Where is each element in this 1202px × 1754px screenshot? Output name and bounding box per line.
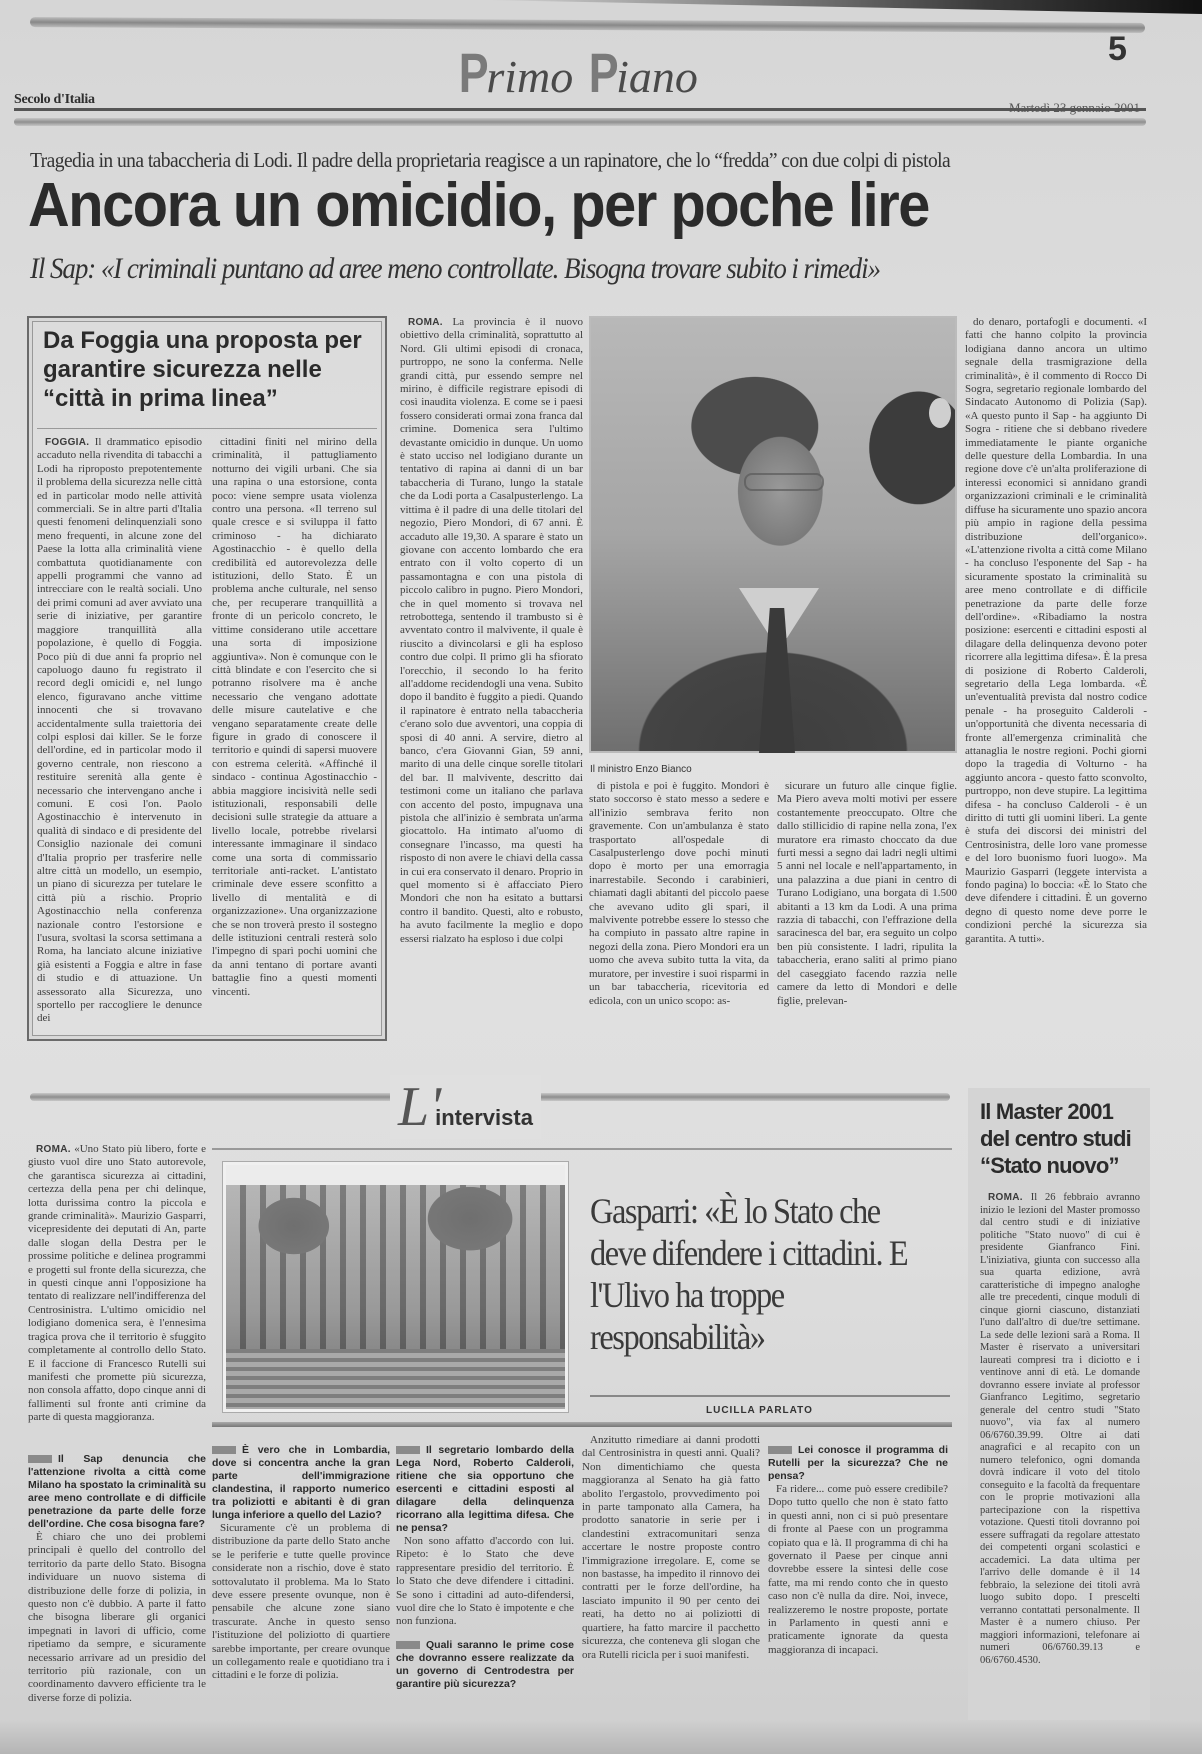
answer: Fa ridere... come può essere credibile? Dopo tutto quello che non è stato fatto in questi anni, non ci si può presentare di fronte al Paese con un programma copiato qua e là. Il programma di chi ha governato il Paese per cinque anni dovrebbe essere la sintesi delle cose fatte, ma mi rendo conto che in questo caso non c'è nulla da dire. Noi, invece, realizzeremo le nostre proposte, portate in Parlamento in questi anni e praticamente ignorate da questa maggioranza di incapaci. bbox=[768, 1483, 948, 1656]
master-sidebar bbox=[968, 1088, 1150, 1728]
photo-caption: Il ministro Enzo Bianco bbox=[590, 764, 692, 775]
question: È vero che in Lombardia, dove si concentra anche la gran parte dell'immigrazione clandestina, il rapporto numerico tra poliziotti e abitanti è di gran lunga inferiore a quello del Lazio? bbox=[212, 1444, 390, 1521]
question-marker bbox=[768, 1446, 792, 1454]
foggia-column-2 bbox=[212, 436, 377, 1034]
master-body bbox=[980, 1192, 1140, 1712]
foggia-columns bbox=[37, 436, 377, 1034]
interview-column-2 bbox=[212, 1434, 390, 1718]
foggia-title: Da Foggia una proposta per garantire sicurezza nelle “città in prima linea” bbox=[43, 327, 362, 412]
master-title: Il Master 2001 del centro studi “Stato nuovo” bbox=[980, 1099, 1131, 1178]
question-marker bbox=[396, 1446, 420, 1454]
question: Il Sap denuncia che l'attenzione rivolta a città come Milano ha spostato la criminalità su aree meno controllate e di difficile penetrazione da parte delle forze dell'ordine. Che cosa bisogna fare? bbox=[28, 1453, 206, 1530]
article-text: Il 26 febbraio avranno inizio le lezioni del Master promosso dal centro studi e di iniziative politiche "Stato nuovo" di cui è presidente Gianfranco Fini. L'iniziativa, giunta con successo alla sua quarta edizione, avrà caratteristiche di impegno analoghe alle tre precedenti, cinque moduli di cinque giorni ciascuno, distanziati l'uno dall'altro di due/tre settimane. La sede delle lezioni sarà a Roma. Il Master è riservato a universitari laureati compresi tra i diciotto e i ventinove anni di età. Le domande dovranno essere inviate al professor Gianfranco Legitimo, segretario generale del centro studi "Stato nuovo", via fax al numero 06/6760.39.99. Oltre ai dati anagrafici e al recapito con un numero telefonico, ogni domanda dovrà indicare il voto del titolo conseguito e la facoltà da frequentare con le proprie motivazioni alla partecipazione con la rispettiva votazione. Questi titoli dovranno poi essere suffragati da regolare attestato dei competenti organi scolastici e accademici. La data ultima per l'arrivo delle domande è il 14 febbraio, la selezione dei titoli avrà luogo subito dopo. I prescelti verranno contattati personalmente. Il Master è a numero chiuso. Per maggiori informazioni, telefonare ai numeri 06/6760.39.13 e 06/6760.4530. bbox=[980, 1192, 1140, 1666]
lead-subhead: Il Sap: «I criminali puntano ad aree meno controllate. Bisogna trovare subito i rimedi» bbox=[30, 252, 880, 285]
photo-police-badge bbox=[929, 398, 951, 428]
dateline: ROMA. bbox=[988, 1192, 1023, 1203]
question: Quali saranno le prime cose che dovranno essere realizzate da un governo di Centrodestra per garantire più sicurezza? bbox=[396, 1638, 574, 1690]
foggia-sidebar bbox=[27, 316, 387, 1041]
article-text: Il drammatico episodio accaduto nella rivendita di tabacchi a Lodi ha riproposto prepotentemente il problema della sicurezza nelle città ed in particolar modo nelle attività commerciali. Se in altre parti d'Italia questi fenomeni delinquenziali sono meno frequenti, in alcune zone del Paese la lotta alla criminalità viene combattuta quotidianamente con appelli programmi che vanno ad intrecciare con le realtà sociali. Uno dei primi comuni ad aver avviato una serie di iniziative, per garantire maggiore tranquillità alla popolazione, è quello di Foggia. Poco più di due anni fa proprio nel capoluogo dauno fu registrato il record degli omicidi e, nel lungo elenco, figuravano anche vittime innocenti che si trovavano accidentalmente sulla traiettoria dei colpi esplosi dai killer. Se le forze dell'ordine, ed in particolar modo il governo centrale, non riescono a restituire serenità alla gente è necessario che intervengano anche i comuni. E così l'on. Paolo Agostinacchio è intervenuto in qualità di sindaco e di presidente del Consiglio nazionale dei comuni d'Italia proprio per trasferire nelle altre città un modello, un esempio, un piano di sicurezza per tutelare le città più a rischio. Proprio Agostinacchio nella conferenza nazionale contro l'estorsione e l'usura, svoltasi la scorsa settimana a Roma, ha lanciato alcune iniziative già esistenti a Foggia e altre in fase di studio e di attuazione. Un assessorato alla Sicurezza, uno sportello per raccogliere le denunce dei bbox=[37, 436, 202, 1025]
photo-glasses bbox=[744, 473, 824, 491]
question-marker bbox=[28, 1455, 52, 1463]
section-title: Primo Piano bbox=[458, 41, 698, 104]
dateline: FOGGIA. bbox=[45, 437, 90, 448]
interview-section-title: L'intervista bbox=[390, 1075, 541, 1139]
answer: Sicuramente c'è un problema di distribuzione da parte dello Stato anche se le periferie e tutte quelle province considerate non a rischio, dove è stato sottovalutato il problema. Ma lo Stato deve essere presente ovunque, non è pensabile che alcune zone siano trascurate. Anche in questo senso l'istituzione del poliziotto di quartiere sarebbe importante, per creare ovunque un collegamento reale e quotidiano tra i cittadini e le forze di polizia. bbox=[212, 1522, 390, 1682]
scan-bottom-shadow bbox=[0, 1720, 1202, 1754]
article-text: cittadini finiti nel mirino della criminalità, il pattugliamento notturno dei vigili urbani. Che sia una rapina o una estorsione, conta poco: viene sempre usata violenza contro una persona. «Il terreno sul quale cresce e si sviluppa il fatto criminoso - ha dichiarato Agostinacchio - è quello della credibilità ed autorevolezza delle istituzioni, dello Stato. È un problema anche culturale, nel senso che, per recuperare tranquillità a fronte di un pericolo concreto, le vittime considerano utile accettare una sorta di imposizione aggiuntiva». Non è comunque con le città blindate e con l'esercito che si potranno risolvere ma è anche necessario che vengano adottate delle misure cautelative e che vengano separatamente create delle figure in grado di conoscere il territorio e quindi di sapersi muovere con estrema celerità. «Affinché il sindaco - continua Agostinacchio - abbia maggiore incisività nelle sedi istituzionali, responsabili delle decisioni sulle strategie da attuare a livello locale, potrebbe rivelarsi interessante immaginare il sindaco come una sorta di commissario territoriale anti-racket. L'antistato criminale deve essere sconfitto a livello di mentalità e di organizzazione». Una organizzazione che se non troverà presto il sostegno delle istituzioni centrali resterà solo l'impegno di sparì pochi uomini che da anni tentano di portare avanti battaglie fino a questi momenti vincenti. bbox=[212, 436, 377, 998]
lead-column-3 bbox=[589, 780, 769, 1044]
question-marker bbox=[396, 1641, 420, 1649]
answer: È chiaro che uno dei problemi principali è quello del controllo del territorio da parte dello Stato. Bisogna individuare un nuovo sistema di distribuzione delle forze di polizia, in questo non c'è dubbio. A parte il fatto che bisogna liberare gli organici impegnati in lavori di ufficio, come ripetiamo da sempre, e sicuramente necessario arrivare ad un presidio del territorio più razionale, con un coordinamento davvero efficiente tra le diverse forze di polizia. bbox=[28, 1531, 206, 1704]
lead-headline: Ancora un omicidio, per poche lire bbox=[28, 171, 929, 240]
page-number: 5 bbox=[1108, 30, 1127, 68]
answer: Anzitutto rimediare ai danni prodotti dal Centrosinistra in questi anni. Quali? Non dimentichiamo che questa maggioranza al Senato ha già fatto abolito l'ergastolo, provvedimento poi in parte tamponato alla Camera, ha prodotto sanatorie in serie per i clandestini extracomunitari senza accertare le nostre proposte contro l'immigrazione irregolare. E, come se non bastasse, ha impedito il rinnovo dei contratti per le forze dell'ordine, ha lasciato impunito il 90 per cento dei reati, ha detto no ai poliziotti di quartiere, ha fatto marcire il pacchetto sicurezza, che conteneva gli slogan che ora Rutelli ricicla per i suoi manifesti. bbox=[582, 1434, 760, 1661]
lead-kicker: Tragedia in una tabaccheria di Lodi. Il padre della proprietaria reagisce a un rapinatore, che lo “fredda” con due colpi di pistola bbox=[30, 148, 951, 172]
question: Lei conosce il programma di Rutelli per la sicurezza? Che ne pensa? bbox=[768, 1444, 948, 1482]
byline: LUCILLA PARLATO bbox=[706, 1405, 813, 1416]
masthead-rule-top bbox=[30, 17, 1145, 33]
article-text: do denaro, portafogli e documenti. «I fatti che hanno colpito la provincia lodigiana danno ancora un ultimo segnale della trasmigrazione della criminalità», è il commento di Rocco Di Sogra, segretario regionale lombardo del Sindacato Autonomo di Polizia (Sap). «A questo punto il Sap - ha aggiunto Di Sogra - ritiene che si debbano rivedere immediatamente le piante organiche delle questure della Lombardia. In una regione dove c'è un'alta proliferazione di interessi economici si annidano grandi organizzazioni criminali e le criminalità diffuse ha sicuramente uno spazio ancora più ampio in ragione della pessima distribuzione dell'organico». «L'attenzione rivolta a città come Milano - ha concluso l'esponente del Sap - ha sicuramente spostato la criminalità su aree meno controllate e di difficile penetrazione da parte delle forze dell'ordine». «Ribadiamo la nostra posizione: esercenti e cittadini esposti al dilagare della delinquenza devono poter ricorrere alla legittima difesa». È la presa di posizione di Roberto Calderoli, segretario della Lega lombarda. «È un'eventualità prevista dal nostro codice penale - ha proseguito Calderoli - un'opportunità che diventa necessaria di fronte all'emergenza criminalità che attanaglia le nostre regioni. Pochi giorni dopo la tragedia di Volturno - ha aggiunto ancora - questo fatto sconvolto, purtroppo, non deve stupire. La legittima difesa - ha concluso Calderoli - è un diritto di tutti gli uomini liberi. La gente è stufa dei discorsi dei ministri del Centrosinistra, delle loro vane promesse e del loro buonismo fuori luogo». Ma Maurizio Gasparri (leggete intervista a fondo pagina) lo boccia: «È lo Stato che deve difendere i cittadini. È un governo degno di questo nome deve porre le condizioni perché la sicurezza sia garantita. A tutti». bbox=[965, 316, 1147, 945]
interview-column-3 bbox=[396, 1434, 574, 1718]
issue-date: Martedì 23 gennaio 2001 bbox=[1008, 100, 1140, 115]
question-marker bbox=[212, 1446, 236, 1454]
article-text: La provincia è il nuovo obiettivo della criminalità, soprattutto al Nord. Gli ultimi episodi di cronaca, purtroppo, ne sono la conferma. Nelle grandi città, pur essendo sempre nel mirino, è difficile registrare episodi di così inaudita violenza. E come se i paesi fossero considerati ormai zona franca dal crimine. Domenica sera l'ultimo devastante omicidio in dunque. Un uomo è stato ucciso nel lodigiano durante un tentativo di rapina ai danni di un bar tabaccheria di Turano, lungo la statale che da Lodi porta a Casalpusterlengo. La vittima è il padre di una delle titolari del negozio, Piero Mondori, di 67 anni. È accaduto alle 19,30. A sparare è stato un giovane con accento lombardo che era entrato con il volto coperto di un passamontagna e con una pistola di piccolo calibro in pugno. Piero Mondori, che in quel momento si trovava nel retrobottega, sentendo il trambusto si è avventato contro il malvivente, il quale è riuscito a divincolarsi e gli ha esploso contro due colpi. Il primo gli ha sfiorato l'orecchio, il secondo lo ha ferito all'addome recidendogli una vena. Subito dopo il bandito è fuggito a piedi. Quando il rapinatore è entrato nella tabaccheria c'erano solo due avventori, una coppia di sposi di 40 anni. A servire, dietro al banco, c'era Giovanni Gian, 59 anni, marito di una delle cinque sorelle titolari del bar. Il malvivente, descritto dai testimoni come un italiano che parlava con accento del posto, impugnava una pistola che all'inizio è sembrata un'arma giocattolo. Ha intimato al'uomo di consegnare l'incasso, ma questi ha risposto di non avere le chiavi della cassa in cui era conservato il denaro. Proprio in quel momento si è affacciato Piero Mondori che non ha esitato a buttarsi contro il bandito. Questi, alto e robusto, ha avuto facilmente la meglio e dopo essersi rialzato ha esploso i due colpi bbox=[400, 316, 583, 945]
masthead-rule bbox=[14, 108, 1146, 111]
article-text: di pistola e poi è fuggito. Mondori è stato soccorso è stato messo a sedere e all'inizio sembrava ferito non gravemente. Con un'ambulanza è stato trasportato all'ospedale di Casalpusterlengo dove pochi minuti dopo è morto per una emorragia inarrestabile. Secondo i carabinieri, chiamati dagli abitanti del piccolo paese che avevano udito gli spari, il malvivente potrebbe essere lo stesso che ha compiuto in passato altre rapine in negozi della zona. Piero Mondori era un uomo che aveva subito tutta la vita, da muratore, per investire i suoi risparmi in un bar tabaccheria, ricevitoria ed edicola, con un unico scopo: as- bbox=[589, 780, 769, 1007]
article-text: sicurare un futuro alle cinque figlie. Ma Piero aveva molti motivi per essere costantemente preoccupato. Oltre che dallo stillicidio di rapine nella zona, l'ex muratore era rimasto choccato da due furti messi a segno dai ladri negli ultimi 5 anni nel locale e nell'appartamento, in una palazzina a due piani in centro di Turano Lodigiano, una borgata di 1.500 abitanti a 13 km da Lodi. A una prima razzia di tabacchi, con l'effrazione della saracinesca del bar, era seguito un colpo ben più consistente. I ladri, ripulita la tabaccheria, erano saliti al primo piano del caseggiato facendo razzia nelle camere da letto di Mondori e delle figlie, prelevan- bbox=[777, 780, 957, 1007]
lead-column-4 bbox=[777, 780, 957, 1044]
lead-column-5 bbox=[965, 316, 1147, 1044]
question: Il segretario lombardo della Lega Nord, Roberto Calderoli, ritiene che sia opportuno che esercenti e cittadini esposti al dilagare della delinquenza ricorrano alla legittima difesa. Che ne pensa? bbox=[396, 1444, 574, 1534]
interview-intro bbox=[28, 1143, 206, 1433]
dateline: ROMA. bbox=[408, 317, 443, 328]
divider bbox=[37, 428, 377, 429]
interview-column-4 bbox=[582, 1434, 760, 1718]
answer: Non sono affatto d'accordo con lui. Ripeto: è lo Stato che deve rappresentare presidio del territorio. È lo Stato che deve difendere i cittadini. Se sono i cittadini ad auto-difendersi, vuol dire che lo Stato è impotente e che non funziona. bbox=[396, 1535, 574, 1628]
interview-rule-bottom bbox=[212, 1422, 952, 1427]
interview-headline: Gasparri: «È lo Stato che deve difendere i cittadini. E l'Ulivo ha troppe responsabilità» bbox=[590, 1191, 908, 1357]
interview-column-5 bbox=[768, 1434, 948, 1718]
photo-enzo-bianco bbox=[589, 316, 957, 753]
interview-column-1 bbox=[28, 1443, 206, 1718]
article-text: «Uno Stato più libero, forte e giusto vuol dire uno Stato autorevole, che garantisca sicurezza ai cittadini, certezza della pena per chi delinque, lotta durissima contro la piccola e grande criminalità». Maurizio Gasparri, vicepresidente dei deputati di An, parte dalle slogan della Destra per le prossime politiche e delinea programmi e progetti sul fronte della sicurezza, che in questi cinque anni l'opposizione ha tentato di realizzare nell'indifferenza del Centrosinistra. L'ultimo omicidio nel lodigiano domenica sera, è l'ennesima tragica prova che il territorio è sfuggito completamente al controllo dello Stato. E il faccione di Francesco Rutelli sui manifesti che promette più sicurezza, non consola affatto, dopo cinque anni di fallimenti sul fronte anti crimine da parte di questa maggioranza. bbox=[28, 1143, 206, 1424]
masthead bbox=[0, 0, 1202, 130]
foggia-column-1 bbox=[37, 436, 202, 1034]
photo-sky bbox=[226, 1165, 565, 1185]
masthead-rule-bottom bbox=[14, 118, 1146, 126]
byline-rule bbox=[590, 1395, 950, 1397]
paper-name: Secolo d'Italia bbox=[14, 92, 95, 107]
photo-street bbox=[226, 1349, 565, 1409]
photo-government-building bbox=[223, 1162, 568, 1412]
dateline: ROMA. bbox=[36, 1144, 71, 1155]
interview-frame-rule bbox=[212, 1148, 952, 1150]
lead-column-1 bbox=[400, 316, 583, 1044]
